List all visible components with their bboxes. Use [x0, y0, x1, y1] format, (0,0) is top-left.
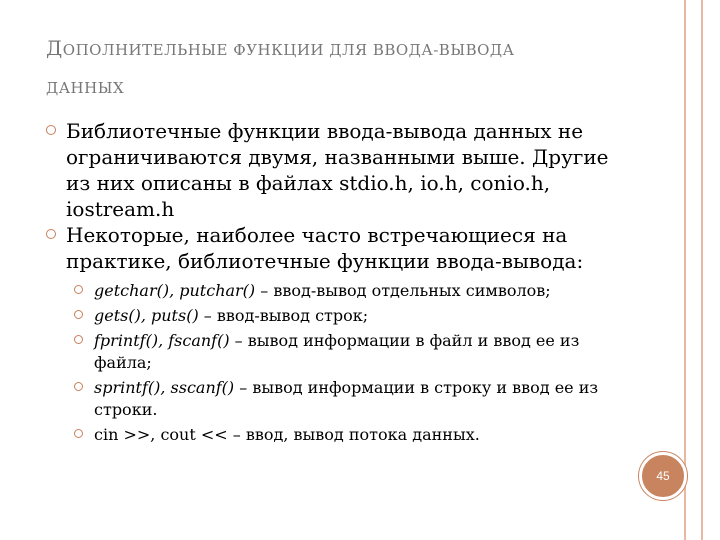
bullet-item [46, 222, 626, 274]
decorative-right-line [684, 0, 686, 540]
sub-bullet-list [46, 280, 626, 446]
function-description: – вывод информации в файл и ввод ее из файла; [94, 331, 580, 372]
page-number: 45 [656, 469, 670, 483]
function-description: – вывод информации в строку и ввод ее из строки. [94, 378, 599, 419]
sub-bullet-item [74, 424, 626, 446]
function-names: fprintf(), fscanf() [94, 331, 230, 350]
function-description: – ввод-вывод отдельных символов; [255, 281, 551, 300]
title-first-letter: Д [46, 36, 63, 60]
title-line1-rest: ОПОЛНИТЕЛЬНЫЕ ФУНКЦИИ ДЛЯ ВВОДА-ВЫВОДА [62, 41, 515, 59]
circle-bullet-icon [46, 229, 56, 239]
page-number-badge [639, 452, 687, 500]
circle-bullet-icon [74, 429, 83, 438]
circle-bullet-icon [74, 310, 83, 319]
sub-bullet-item [74, 305, 626, 327]
function-names: gets(), puts() [94, 306, 199, 325]
bullet-text: Некоторые, наиболее часто встречающиеся на практике, библиотечные функции ввода-вывода: [66, 223, 584, 273]
circle-bullet-icon [74, 335, 83, 344]
function-description: cin >>, cout << – ввод, вывод потока данных. [94, 425, 480, 444]
decorative-right-line [701, 0, 703, 540]
bullet-item [46, 118, 626, 222]
title-line2: ДАННЫХ [46, 79, 125, 97]
sub-bullet-item [74, 330, 626, 374]
circle-bullet-icon [74, 382, 83, 391]
circle-bullet-icon [74, 285, 83, 294]
slide-title [46, 30, 656, 106]
bullet-list [46, 118, 626, 449]
function-names: getchar(), putchar() [94, 281, 256, 300]
sub-bullet-item [74, 280, 626, 302]
function-names: sprintf(), sscanf() [94, 378, 235, 397]
sub-bullet-item [74, 377, 626, 421]
bullet-text: Библиотечные функции ввода-вывода данных не ограничиваются двумя, названными выше. Другие из них описаны в файлах stdio.h, io.h, conio.h, iostream.h [66, 119, 609, 221]
function-description: – ввод-вывод строк; [198, 306, 369, 325]
circle-bullet-icon [46, 125, 56, 135]
